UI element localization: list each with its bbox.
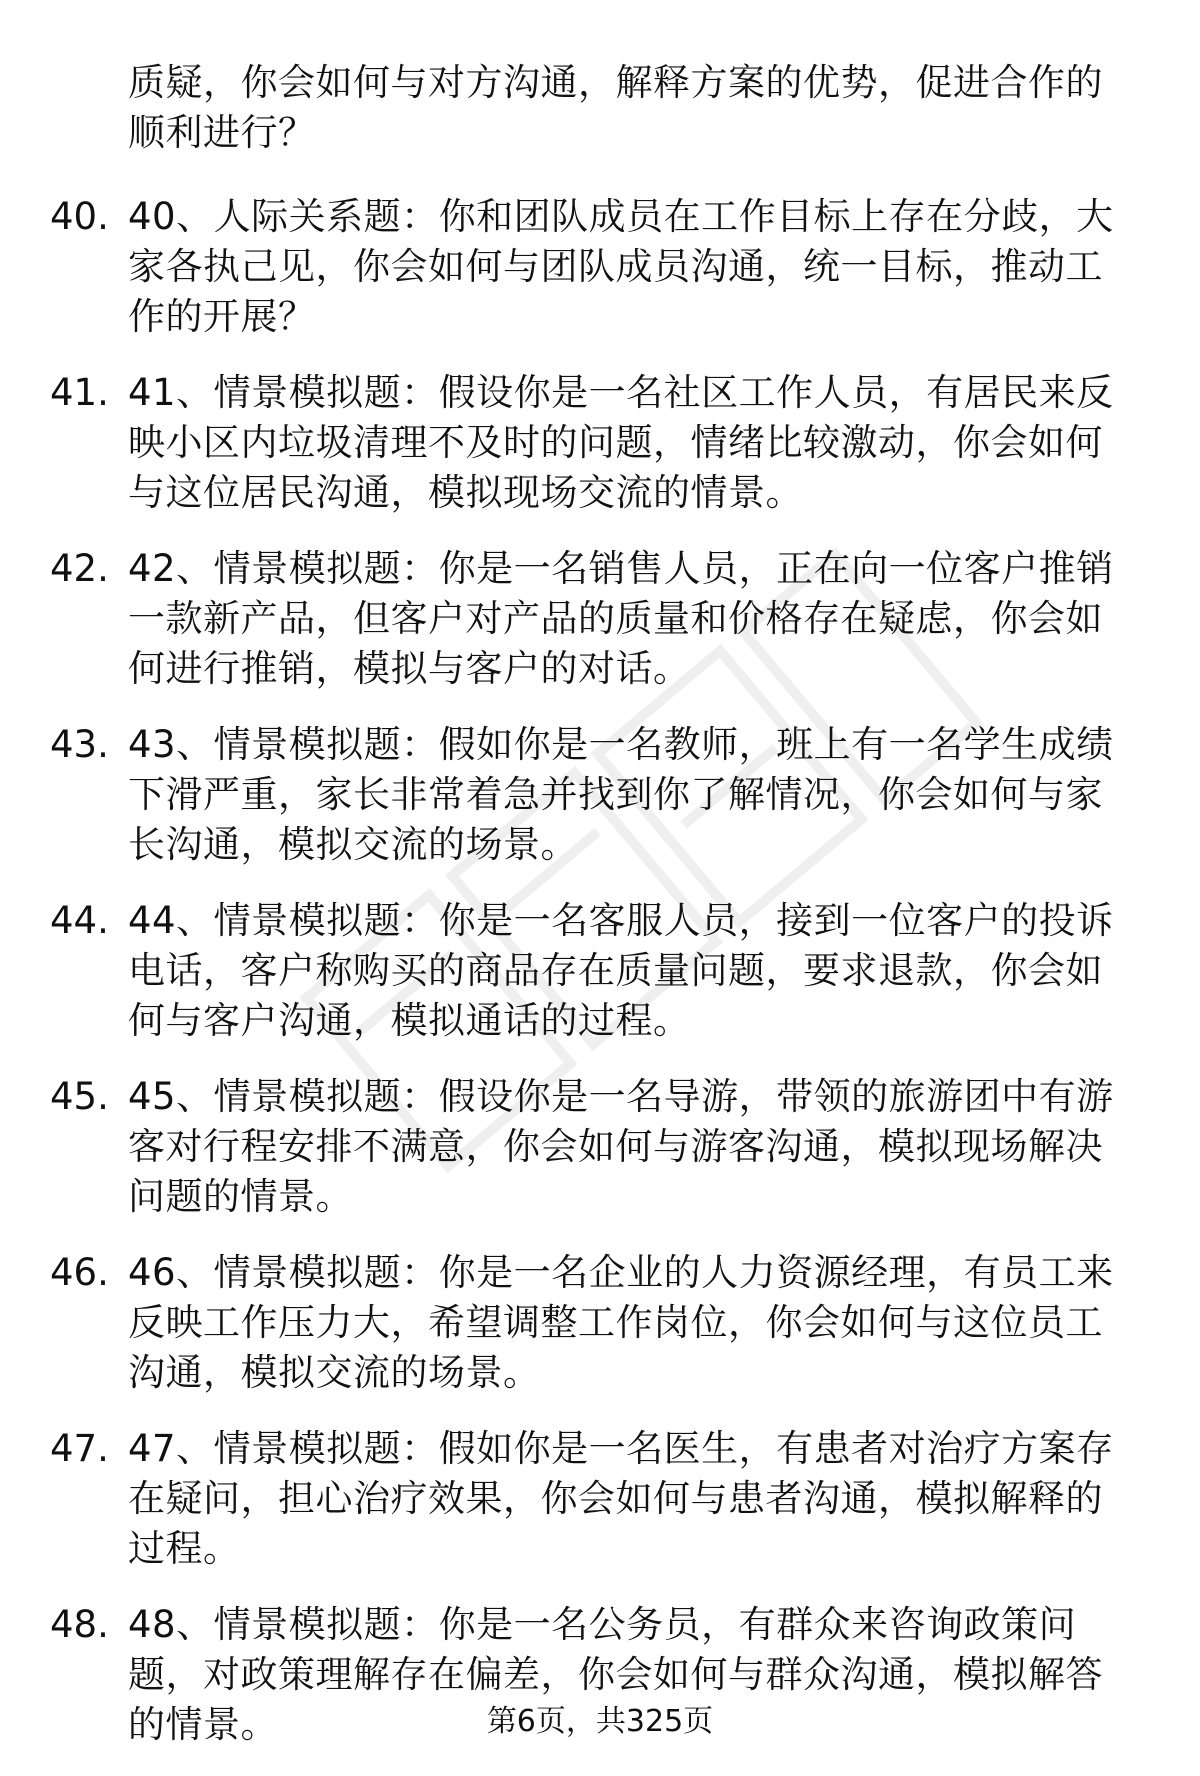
- list-item: [50, 1424, 1150, 1574]
- item-number: 46.: [50, 1251, 109, 1294]
- list-item: [50, 544, 1150, 694]
- list-item: [50, 1072, 1150, 1222]
- list-item: [50, 896, 1150, 1046]
- item-text: 46、情景模拟题：你是一名企业的人力资源经理，有员工来反映工作压力大，希望调整工作岗位，你会如何与这位员工沟通，模拟交流的场景。: [128, 1251, 1114, 1394]
- item-number: 45.: [50, 1075, 109, 1118]
- list-item: [50, 368, 1150, 518]
- item-text: 42、情景模拟题：你是一名销售人员，正在向一位客户推销一款新产品，但客户对产品的质量和价格存在疑虑，你会如何进行推销，模拟与客户的对话。: [128, 547, 1114, 690]
- item-text: 41、情景模拟题：假设你是一名社区工作人员，有居民来反映小区内垃圾清理不及时的问题，情绪比较激动，你会如何与这位居民沟通，模拟现场交流的情景。: [128, 371, 1114, 514]
- list-item: [50, 720, 1150, 870]
- list-item: [50, 192, 1150, 342]
- item-number: 41.: [50, 371, 109, 414]
- item-text: 43、情景模拟题：假如你是一名教师，班上有一名学生成绩下滑严重，家长非常着急并找到你了解情况，你会如何与家长沟通，模拟交流的场景。: [128, 723, 1114, 866]
- item-text: 45、情景模拟题：假设你是一名导游，带领的旅游团中有游客对行程安排不满意，你会如何与游客沟通，模拟现场解决问题的情景。: [128, 1075, 1114, 1218]
- item-text: 47、情景模拟题：假如你是一名医生，有患者对治疗方案存在疑问，担心治疗效果，你会如何与患者沟通，模拟解释的过程。: [128, 1427, 1114, 1570]
- continuation-text: 质疑，你会如何与对方沟通，解释方案的优势，促进合作的顺利进行？: [128, 61, 1103, 154]
- item-number: 43.: [50, 723, 109, 766]
- item-number: 42.: [50, 547, 109, 590]
- question-list: [50, 192, 1150, 1776]
- list-item: [50, 1248, 1150, 1398]
- item-number: 44.: [50, 899, 109, 942]
- page-footer: 第6页，共325页: [486, 1704, 714, 1739]
- item-text: 40、人际关系题：你和团队成员在工作目标上存在分歧，大家各执己见，你会如何与团队成员沟通，统一目标，推动工作的开展？: [128, 195, 1114, 338]
- item-number: 47.: [50, 1427, 109, 1470]
- item-text: 44、情景模拟题：你是一名客服人员，接到一位客户的投诉电话，客户称购买的商品存在质量问题，要求退款，你会如何与客户沟通，模拟通话的过程。: [128, 899, 1114, 1042]
- item-number: 40.: [50, 195, 109, 238]
- item-text: 48、情景模拟题：你是一名公务员，有群众来咨询政策问题，对政策理解存在偏差，你会如何与群众沟通，模拟解答的情景。: [128, 1603, 1103, 1746]
- item-number: 48.: [50, 1603, 109, 1646]
